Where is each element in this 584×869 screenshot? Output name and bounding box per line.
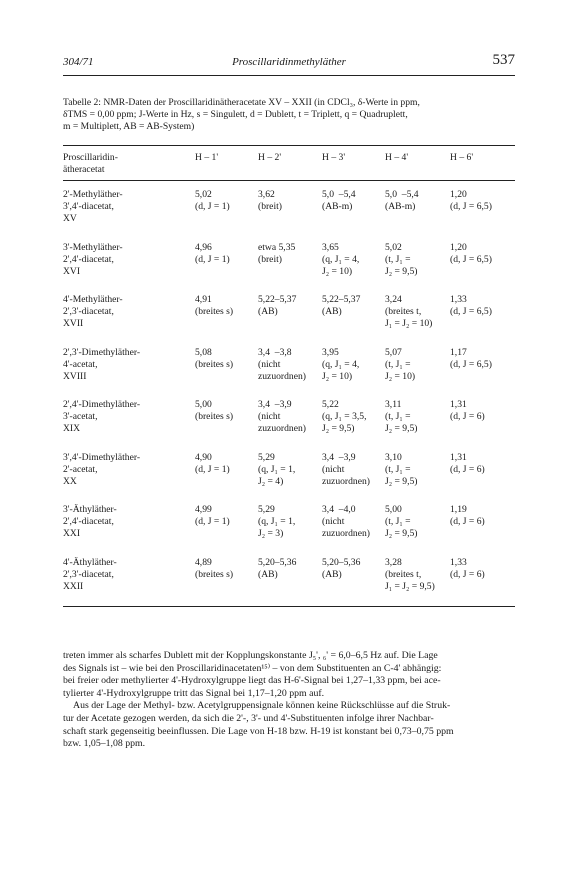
header-h6: H – 6' — [450, 152, 474, 163]
h6-cell: 1,31 — [450, 451, 467, 463]
header-rule — [63, 75, 515, 76]
compound-cell: 2',3'-diacetat, — [63, 306, 114, 317]
compound-cell: 3'-Methyläther- — [63, 241, 123, 253]
h2-cell: J₂ = 3) — [258, 528, 284, 539]
page-number: 537 — [492, 52, 515, 68]
h4-cell: (t, J₁ = — [385, 253, 411, 265]
h6-cell: 1,33 — [450, 294, 467, 305]
h4-cell: (AB-m) — [385, 201, 416, 212]
h1-cell: (breites s) — [195, 358, 234, 370]
h6-cell: 1,20 — [450, 189, 467, 200]
h1-cell: 5,02 — [195, 189, 212, 200]
h4-cell: J₂ = 9,5) — [385, 475, 418, 487]
paragraph-line: des Signals ist – wie bei den Proscillaridinacetaten¹⁵⁾ – von dem Substituenten an C-4' abhängig: — [63, 662, 442, 674]
h1-cell: 5,00 — [195, 399, 212, 410]
h6-cell: (d, J = 6) — [450, 516, 485, 527]
h6-cell: (d, J = 6,5) — [450, 201, 492, 212]
h3-cell: (nicht — [322, 516, 345, 527]
h1-cell: (d, J = 1) — [195, 463, 230, 475]
h4-cell: (t, J₁ = — [385, 516, 411, 527]
compound-cell: 2',4'-Dimethyläther- — [63, 399, 141, 410]
h4-cell: J₂ = 9,5) — [385, 528, 418, 539]
paragraph-line: tur der Acetate gezogen werden, da sich die 2'-, 3'- und 4'-Substituenten infolge ihrer Nachbar- — [63, 712, 434, 724]
h2-cell: 3,4 –3,8 — [258, 346, 292, 358]
h4-cell: 5,07 — [385, 346, 402, 358]
h3-cell: 5,22 — [322, 399, 339, 410]
caption-line: Tabelle 2: NMR-Daten der Proscillaridinätheracetate XV – XXII (in CDCl₃, δ-Werte in ppm, — [63, 97, 420, 108]
h2-cell: (q, J₁ = 1, — [258, 516, 296, 527]
h6-cell: (d, J = 6) — [450, 411, 485, 422]
h4-cell: 3,24 — [385, 294, 402, 305]
h4-cell: J₁ = J₂ = 10) — [385, 318, 433, 329]
body-text — [63, 650, 523, 751]
h1-cell: (breites s) — [195, 568, 234, 580]
h4-cell: (t, J₁ = — [385, 358, 411, 370]
h2-cell: 5,22–5,37 — [258, 294, 297, 305]
h1-cell: (breites s) — [195, 306, 234, 317]
h4-cell: J₂ = 10) — [385, 370, 416, 382]
h2-cell: (breit) — [258, 253, 282, 265]
running-title: Proscillaridinmethyläther — [232, 56, 346, 68]
h2-cell: (AB) — [258, 306, 278, 317]
compound-cell: XXII — [63, 580, 84, 592]
h3-cell: (AB-m) — [322, 201, 353, 212]
h6-cell: (d, J = 6,5) — [450, 253, 492, 265]
paragraph-line: tylierter 4'-Hydroxylgruppe tritt das Signal bei 1,17–1,20 ppm auf. — [63, 687, 325, 699]
table-caption — [63, 97, 515, 133]
h4-cell: (t, J₁ = — [385, 463, 411, 475]
h4-cell: 5,02 — [385, 241, 402, 253]
h3-cell: (q, J₁ = 4, — [322, 253, 360, 265]
compound-cell: 4'-Äthyläther- — [63, 556, 117, 568]
h6-cell: (d, J = 6,5) — [450, 306, 492, 317]
h1-cell: 4,89 — [195, 556, 212, 568]
compound-cell: 3'-acetat, — [63, 411, 98, 422]
compound-cell: XVII — [63, 318, 84, 329]
h1-cell: (d, J = 1) — [195, 201, 230, 212]
h2-cell: (nicht — [258, 411, 281, 422]
h3-cell: zuzuordnen) — [322, 475, 370, 487]
h3-cell: 5,0 –5,4 — [322, 189, 356, 200]
h2-cell: J₂ = 4) — [258, 475, 284, 487]
header-h4: H – 4' — [385, 152, 409, 163]
h3-cell: 3,65 — [322, 241, 339, 253]
h3-cell: 5,22–5,37 — [322, 294, 361, 305]
h3-cell: 3,4 –4,0 — [322, 504, 356, 515]
h4-cell: J₁ = J₂ = 9,5) — [385, 580, 435, 592]
compound-cell: XVI — [63, 265, 81, 277]
header-compound-line1: Proscillaridin- — [63, 152, 118, 163]
header-h1: H – 1' — [195, 152, 219, 163]
h4-cell: 5,0 –5,4 — [385, 189, 419, 200]
h1-cell: 4,90 — [195, 451, 212, 463]
compound-cell: 2'-Methyläther- — [63, 189, 123, 200]
h3-cell: (q, J₁ = 3,5, — [322, 411, 367, 422]
compound-cell: 3',4'-Dimethyläther- — [63, 451, 141, 463]
h2-cell: (nicht — [258, 358, 281, 370]
compound-cell: 2',4'-diacetat, — [63, 516, 114, 527]
paragraph-line: bei freier oder methylierter 4'-Hydroxylgruppe liegt das H-6'-Signal bei 1,27–1,33 ppm, bei ace- — [63, 675, 441, 687]
compound-cell: XV — [63, 213, 77, 224]
compound-cell: XXI — [63, 528, 81, 539]
compound-cell: 2',3'-Dimethyläther- — [63, 346, 141, 358]
h1-cell: 4,91 — [195, 294, 212, 305]
paragraph-line: Aus der Lage der Methyl- bzw. Acetylgruppensignale können keine Rückschlüsse auf die Struk- — [73, 700, 451, 712]
paragraph-line: schaft stark gegenseitig beeinflussen. Die Lage von H-18 bzw. H-19 ist konstant bei 0,73–0,75 ppm — [63, 725, 454, 737]
h6-cell: (d, J = 6) — [450, 568, 485, 580]
table-bottom-rule — [63, 606, 515, 607]
h6-cell: 1,33 — [450, 556, 467, 568]
h6-cell: (d, J = 6) — [450, 463, 485, 475]
h4-cell: J₂ = 9,5) — [385, 265, 418, 277]
compound-cell: XIX — [63, 423, 81, 434]
compound-cell: 4'-acetat, — [63, 358, 98, 370]
compound-cell: 2'-acetat, — [63, 463, 98, 475]
h1-cell: (d, J = 1) — [195, 516, 230, 527]
h6-cell: 1,31 — [450, 399, 467, 410]
h3-cell: (nicht — [322, 463, 345, 475]
h2-cell: 5,20–5,36 — [258, 556, 297, 568]
h4-cell: (breites t, — [385, 568, 422, 580]
h6-cell: 1,20 — [450, 241, 467, 253]
h4-cell: (breites t, — [385, 306, 422, 317]
compound-cell: XVIII — [63, 370, 87, 382]
h2-cell: 5,29 — [258, 451, 275, 463]
h1-cell: 4,96 — [195, 241, 212, 253]
h3-cell: 3,4 –3,9 — [322, 451, 356, 463]
h4-cell: 5,00 — [385, 504, 402, 515]
paragraph-line: bzw. 1,05–1,08 ppm. — [63, 738, 146, 750]
h6-cell: 1,19 — [450, 504, 467, 515]
header-h2: H – 2' — [258, 152, 282, 163]
h4-cell: 3,28 — [385, 556, 402, 568]
h1-cell: 4,99 — [195, 504, 212, 515]
h1-cell: (d, J = 1) — [195, 253, 230, 265]
h3-cell: zuzuordnen) — [322, 528, 370, 539]
h2-cell: 5,29 — [258, 504, 275, 515]
h1-cell: (breites s) — [195, 411, 234, 422]
h2-cell: (AB) — [258, 568, 278, 580]
table-top-rule — [63, 145, 515, 146]
header-h3: H – 3' — [322, 152, 346, 163]
h3-cell: J₂ = 10) — [322, 265, 353, 277]
paragraph-line: treten immer als scharfes Dublett mit der Kopplungskonstante J₅', ₆' = 6,0–6,5 Hz auf. Die Lage — [63, 650, 438, 661]
h3-cell: J₂ = 9,5) — [322, 423, 355, 434]
h3-cell: J₂ = 10) — [322, 370, 353, 382]
header-compound-line2: ätheracetat — [63, 164, 105, 175]
caption-line: m = Multiplett, AB = AB-System) — [63, 121, 195, 132]
caption-line: δTMS = 0,00 ppm; J-Werte in Hz, s = Singulett, d = Dublett, t = Triplett, q = Quadruplett, — [63, 109, 408, 120]
table-header-rule — [63, 180, 515, 181]
journal-reference: 304/71 — [63, 56, 94, 68]
h6-cell: 1,17 — [450, 346, 467, 358]
page-header — [63, 54, 515, 72]
compound-cell: 4'-Methyläther- — [63, 294, 123, 305]
h6-cell: (d, J = 6,5) — [450, 358, 492, 370]
compound-cell: 3',4'-diacetat, — [63, 201, 114, 212]
h2-cell: (breit) — [258, 201, 282, 212]
compound-cell: 2',4'-diacetat, — [63, 253, 114, 265]
h2-cell: (q, J₁ = 1, — [258, 463, 296, 475]
h3-cell: 3,95 — [322, 346, 339, 358]
compound-cell: XX — [63, 475, 77, 487]
h2-cell: zuzuordnen) — [258, 423, 306, 434]
h3-cell: (AB) — [322, 306, 342, 317]
h2-cell: zuzuordnen) — [258, 370, 306, 382]
h4-cell: 3,10 — [385, 451, 402, 463]
h3-cell: (AB) — [322, 568, 342, 580]
compound-cell: 3'-Äthyläther- — [63, 504, 117, 515]
h2-cell: etwa 5,35 — [258, 241, 296, 253]
compound-cell: 2',3'-diacetat, — [63, 568, 114, 580]
h2-cell: 3,62 — [258, 189, 275, 200]
h2-cell: 3,4 –3,9 — [258, 399, 292, 410]
h3-cell: 5,20–5,36 — [322, 556, 361, 568]
h4-cell: (t, J₁ = — [385, 411, 411, 422]
h1-cell: 5,08 — [195, 346, 212, 358]
h3-cell: (q, J₁ = 4, — [322, 358, 360, 370]
h4-cell: J₂ = 9,5) — [385, 423, 418, 434]
h4-cell: 3,11 — [385, 399, 402, 410]
